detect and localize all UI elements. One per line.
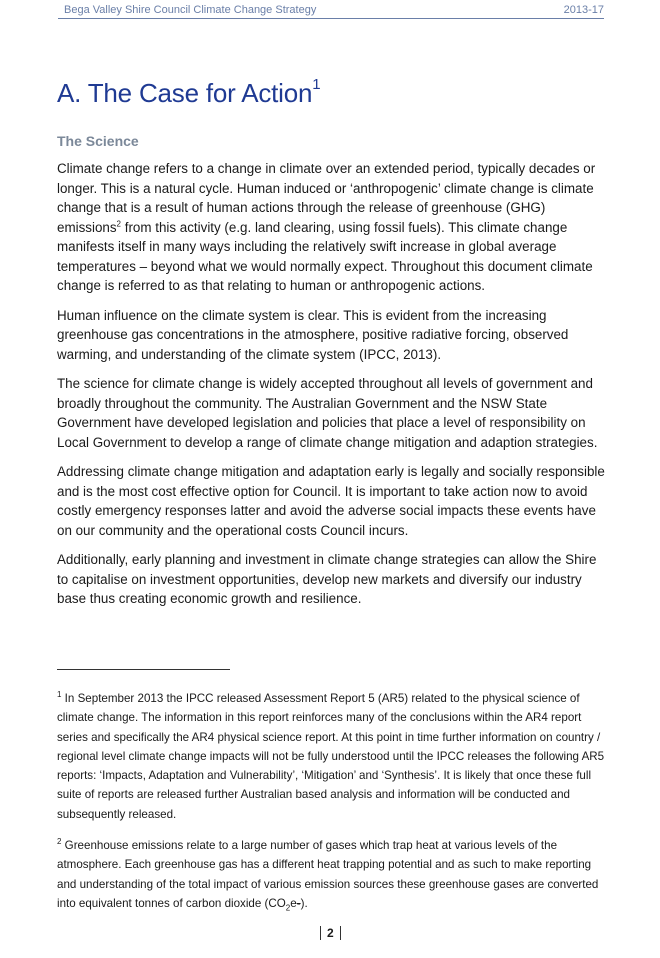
paragraph-3: The science for climate change is widely accepted throughout all levels of government and broadly throughout the community. The Australian Government and the NSW State Government have developed legislation and policies that place a level of responsibility on Local Government to develop a range of climate change mitigation and adaption strategies. [57,376,598,450]
paragraph-1-part-a: Climate change refers to a change in climate over an extended period, typically decades or longer. This is a natural cycle. Human induced or ‘anthropogenic’ climate change is climate change that is a result of human actions through the release of greenhouse (GHG) emissions [57,161,596,235]
paragraph-4: Addressing climate change mitigation and adaptation early is legally and socially responsible and is the most cost effective option for Council. It is important to take action now to avoid costly emergency responses latter and avoid the adverse social impacts these events have on our community and the operational costs Council incurs. [57,464,605,538]
paragraph-1-part-b: from this activity (e.g. land clearing, using fossil fuels). This climate change manifests itself in many ways including the relatively swift increase in global average temperatures – beyond what we would normally expect. Throughout this document climate change is referred to as that relating to human or anthropogenic actions. [57,219,593,293]
body-text [57,159,607,619]
footnote-1-number: 1 [57,690,62,700]
co2-subscript: 2 [285,903,291,913]
footnotes [57,689,607,925]
paragraph-1 [57,159,607,296]
paragraph-5: Additionally, early planning and investment in climate change strategies can allow the Shire to capitalise on investment opportunities, develop new markets and diversify our industry base thus creating economic growth and resilience. [57,552,597,606]
footnote-ref-2[interactable]: 2 [116,219,121,229]
paragraph-2: Human influence on the climate system is clear. This is evident from the increasing greenhouse gas concentrations in the atmosphere, positive radiative forcing, observed warming, and understanding of the climate system (IPCC, 2013). [57,307,569,362]
footnote-2-close: ). [300,896,308,910]
page-number: 2 [320,926,341,940]
footnote-2-text: Greenhouse emissions relate to a large number of gases which trap heat at various levels of the atmosphere. Each greenhouse gas has a different heat trapping potential and as such to make reporting and understanding of the total impact of various emission sources these greenhouse gases are converted into equivalent tonnes of carbon dioxide (CO [57,839,599,910]
footnote-2-number: 2 [57,837,62,847]
co2-dash: - [296,896,301,910]
footnote-separator [57,669,230,670]
footnote-1-text: In September 2013 the IPCC released Assessment Report 5 (AR5) related to the physical science of climate change. The information in this report reinforces many of the conclusions within the AR4 report series and specifically the AR4 physical science report. At this point in time further information on country / regional level climate change impacts will not be fully understood until the IPCC releases the following AR5 reports: ‘Impacts, Adaptation and Vulnerability’, ‘Mitigation’ and ‘Synthesis’. It is likely that once these full suite of reports are released further Australian based analysis and information will be conducted and subsequently released. [57,692,605,821]
running-header [58,4,604,19]
header-years: 2013-17 [563,4,604,16]
footnote-2 [57,836,607,913]
title-footnote-ref[interactable]: 1 [312,76,321,94]
section-subtitle: The Science [57,133,139,149]
co2-e: e [290,896,297,910]
section-title-text: A. The Case for Action [57,78,313,108]
section-title [57,78,320,109]
footnote-1 [57,689,607,824]
header-document-title: Bega Valley Shire Council Climate Change Strategy [64,4,317,16]
